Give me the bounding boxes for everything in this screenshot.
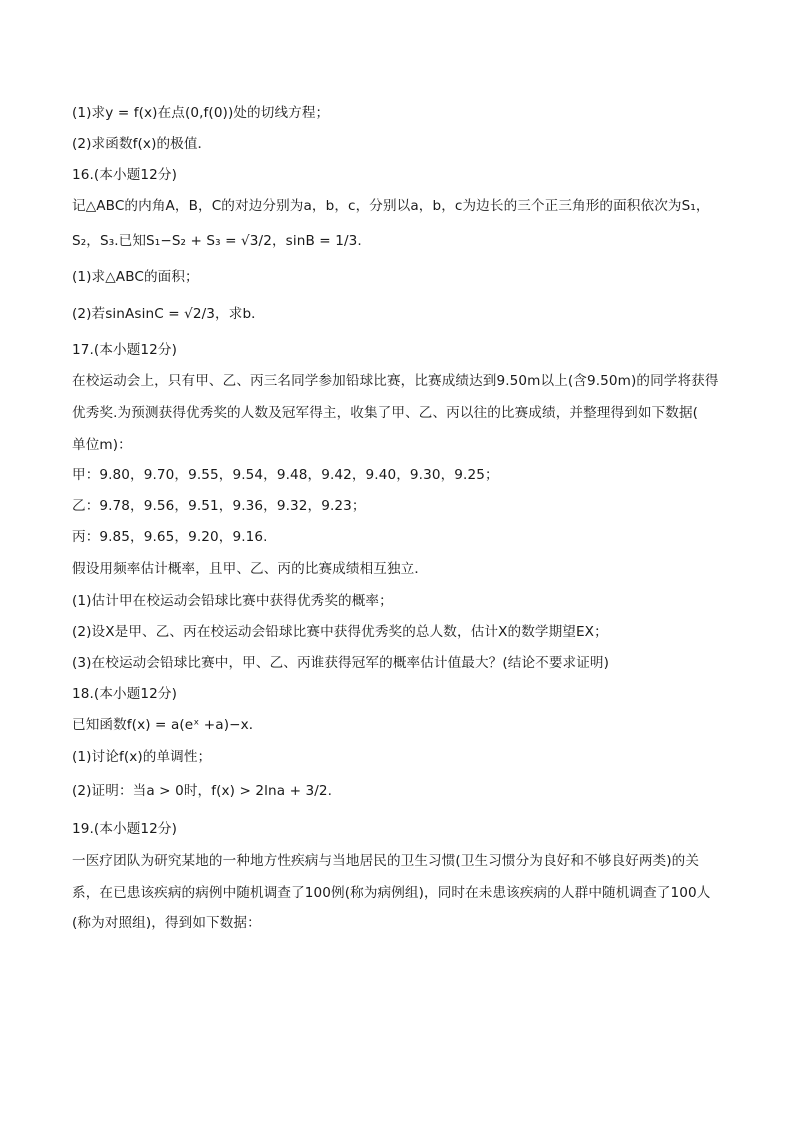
q18-stem: 已知函数f(x) = a(eˣ +a)−x． xyxy=(72,717,263,733)
q17-stem-line1: 在校运动会上，只有甲、乙、丙三名同学参加铅球比赛，比赛成绩达到9.50m以上(含9.50m)的同学将获得 xyxy=(72,373,719,389)
q16-stem-line1: 记△ABC的内角A，B，C的对边分别为a，b，c，分别以a，b，c为边长的三个正三角形的面积依次为S₁， xyxy=(72,198,710,214)
q16-heading: 16.(本小题12分) xyxy=(72,167,177,183)
q19-heading: 19.(本小题12分) xyxy=(72,821,177,837)
q19-stem-line3: (称为对照组)，得到如下数据： xyxy=(72,915,261,931)
q17-stem-line3: 单位m)： xyxy=(72,437,132,453)
q17-part2: (2)设X是甲、乙、丙在校运动会铅球比赛中获得优秀奖的总人数，估计X的数学期望EX； xyxy=(72,624,608,640)
q18-heading: 18.(本小题12分) xyxy=(72,686,177,702)
q16-part1: (1)求△ABC的面积； xyxy=(72,269,199,285)
q16-part2: (2)若sinAsinC = √2/3，求b． xyxy=(72,306,265,322)
q17-heading: 17.(本小题12分) xyxy=(72,342,177,358)
q17-data-yi: 乙：9.78，9.56，9.51，9.36，9.32，9.23； xyxy=(72,498,366,514)
q15-part1: (1)求y = f(x)在点(0,f(0))处的切线方程； xyxy=(72,105,330,121)
q18-part2: (2)证明：当a > 0时，f(x) > 2lna + 3/2. xyxy=(72,783,333,799)
q17-data-bing: 丙：9.85，9.65，9.20，9.16. xyxy=(72,529,268,545)
q17-assumption: 假设用频率估计概率，且甲、乙、丙的比赛成绩相互独立． xyxy=(72,561,429,577)
q17-part3: (3)在校运动会铅球比赛中，甲、乙、丙谁获得冠军的概率估计值最大？(结论不要求证明) xyxy=(72,655,610,671)
q17-part1: (1)估计甲在校运动会铅球比赛中获得优秀奖的概率； xyxy=(72,593,393,609)
q17-stem-line2: 优秀奖.为预测获得优秀奖的人数及冠军得主，收集了甲、乙、丙以往的比赛成绩，并整理得到如下数据( xyxy=(72,405,699,421)
q18-part1: (1)讨论f(x)的单调性； xyxy=(72,749,212,765)
q15-part2: (2)求函数f(x)的极值． xyxy=(72,136,212,152)
q19-stem-line2: 系，在已患该疾病的病例中随机调查了100例(称为病例组)，同时在未患该疾病的人群中随机调查了100人 xyxy=(72,885,711,901)
q16-stem-line2: S₂，S₃.已知S₁−S₂ + S₃ = √3/2，sinB = 1/3. xyxy=(72,233,362,249)
q17-data-jia: 甲：9.80，9.70，9.55，9.54，9.48，9.42，9.40，9.30，9.25； xyxy=(72,467,499,483)
q19-stem-line1: 一医疗团队为研究某地的一种地方性疾病与当地居民的卫生习惯(卫生习惯分为良好和不够良好两类)的关 xyxy=(72,853,700,869)
